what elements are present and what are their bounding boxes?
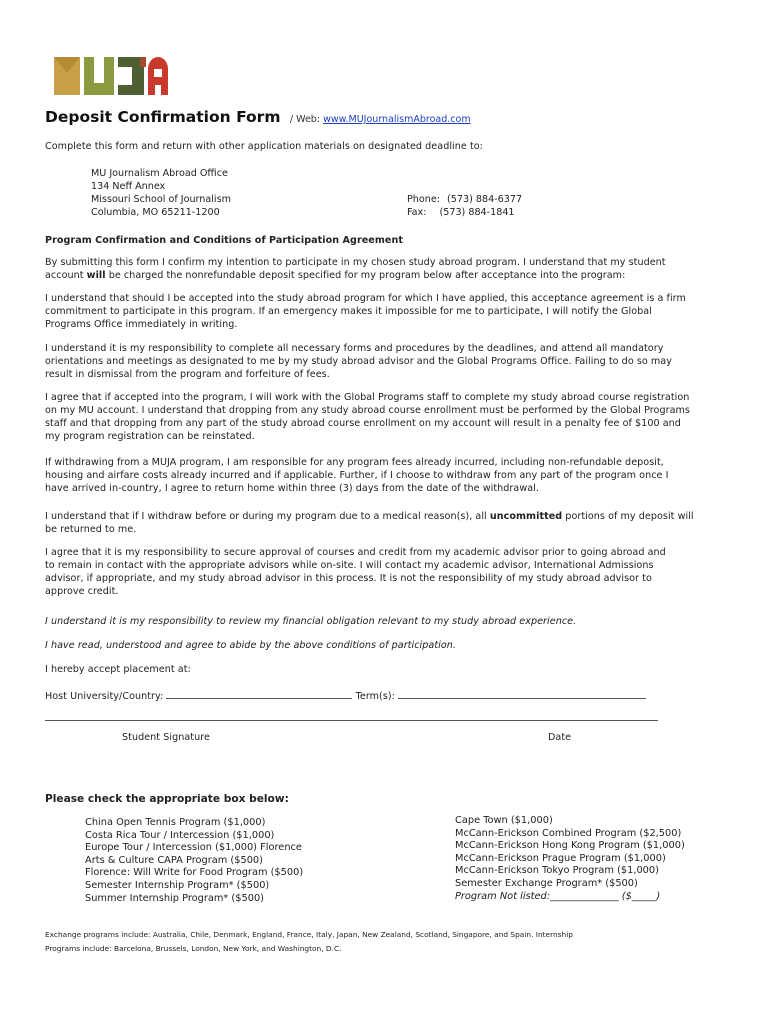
not-listed-label: Program Not listed: [455, 890, 551, 902]
student-signature-label: Student Signature [122, 732, 210, 743]
paragraph-line: advisor, if appropriate, and my study abroad advisor in this process. It is not the responsibility of my study abroad advisor to [45, 572, 652, 584]
agreement-paragraph-1 [45, 257, 666, 283]
program-option[interactable]: McCann-Erickson Hong Kong Program ($1,000) [455, 840, 685, 852]
program-option[interactable]: Semester Exchange Program* ($500) [455, 877, 638, 889]
paragraph-text: portions of my deposit will [562, 511, 694, 522]
term-field[interactable] [398, 689, 646, 699]
title-separator: / [289, 114, 294, 125]
financial-obligation-statement: I understand it is my responsibility to review my financial obligation relevant to my study abroad experience. [45, 616, 577, 627]
program-option[interactable]: Costa Rica Tour / Intercession ($1,000) [85, 829, 275, 841]
paragraph-text: I understand that if I withdraw before or during my program due to a medical reason(s), all [45, 511, 490, 522]
paragraph-line: commitment to participate in this program. If an emergency makes it impossible for me to participate, I will notify the Global [45, 305, 652, 317]
program-option[interactable]: Summer Internship Program* ($500) [85, 892, 265, 904]
logo-letter-u [84, 57, 114, 95]
program-option[interactable]: China Open Tennis Program ($1,000) [85, 817, 266, 828]
agreement-paragraph-6 [45, 511, 694, 537]
form-title-line [45, 108, 471, 126]
term-label: Term(s): [355, 691, 395, 702]
paragraph-line: staff and that dropping from any part of the study abroad course enrollment on my account will result in a penalty fee of $100 and [45, 417, 681, 429]
agreement-paragraph-2 [45, 293, 686, 332]
paragraph-line: to remain in contact with the appropriate advisors while on-site. I will contact my academic advisor, International Admissions [45, 559, 654, 571]
program-option[interactable]: McCann-Erickson Combined Program ($2,500) [455, 827, 682, 839]
paragraph-line: housing and airfare costs already incurred and if applicable. Further, if I choose to withdraw from any part of the program once I [45, 469, 669, 481]
agreement-paragraph-7 [45, 547, 666, 599]
agreement-heading: Program Confirmation and Conditions of Participation Agreement [45, 235, 403, 246]
office-address [91, 167, 231, 219]
paragraph-text: be charged the nonrefundable deposit specified for my program below after acceptance into the program: [105, 269, 626, 281]
paragraph-line: my program registration can be reinstated. [45, 430, 255, 442]
paragraph-line: I understand it is my responsibility to complete all necessary forms and procedures by the deadlines, and attend all mandatory [45, 343, 664, 354]
office-contact [407, 193, 522, 219]
program-option[interactable]: McCann-Erickson Tokyo Program ($1,000) [455, 865, 659, 877]
paragraph-line: be returned to me. [45, 523, 137, 535]
page-title: Deposit Confirmation Form [45, 108, 281, 126]
phone-label: Phone: [407, 194, 440, 205]
not-listed-amount-field[interactable]: ($_____) [621, 890, 661, 902]
programs-left-list [85, 817, 303, 905]
program-option[interactable]: Florence: Will Write for Food Program ($500) [85, 867, 304, 879]
date-label: Date [548, 732, 572, 743]
accept-placement-text: I hereby accept placement at: [45, 664, 191, 675]
host-university-field[interactable] [166, 689, 352, 699]
website-link[interactable]: www.MUJournalismAbroad.com [323, 114, 471, 125]
address-line: Columbia, MO 65211-1200 [91, 207, 220, 218]
phone-number: (573) 884-6377 [447, 194, 523, 205]
programs-heading: Please check the appropriate box below: [45, 793, 289, 805]
fax-label: Fax: [407, 207, 427, 218]
program-option[interactable]: Arts & Culture CAPA Program ($500) [85, 854, 263, 866]
agreement-paragraph-4 [45, 392, 690, 444]
address-line: 134 Neff Annex [91, 181, 166, 192]
intro-text: Complete this form and return with other application materials on designated deadline to: [45, 141, 483, 152]
programs-right-list [455, 815, 685, 903]
paragraph-line: on my MU account. I understand that dropping from any study abroad course enrollment must be performed by the Global Programs [45, 404, 690, 416]
web-label: Web: [296, 114, 321, 125]
program-not-listed-option[interactable] [455, 891, 685, 904]
paragraph-line: By submitting this form I confirm my intention to participate in my chosen study abroad program. I understand that my student [45, 257, 666, 268]
agreement-paragraph-5 [45, 457, 668, 496]
web-label-group [290, 114, 471, 125]
paragraph-line: I agree that if accepted into the program, I will work with the Global Programs staff to complete my study abroad course registration [45, 392, 690, 403]
emphasis-will: will [86, 269, 106, 281]
muja-logo [54, 53, 168, 97]
paragraph-line: If withdrawing from a MUJA program, I am responsible for any program fees already incurred, including non-refundable deposit, [45, 457, 664, 468]
program-option[interactable]: McCann-Erickson Prague Program ($1,000) [455, 852, 666, 864]
paragraph-line: approve credit. [45, 585, 119, 597]
paragraph-line: Programs Office immediately in writing. [45, 318, 238, 330]
not-listed-name-field[interactable]: ______________ [550, 890, 619, 902]
signature-date-line[interactable] [45, 720, 658, 721]
paragraph-line: have arrived in-country, I agree to return home within three (3) days from the date of the withdrawal. [45, 482, 539, 494]
paragraph-text: account [45, 269, 87, 281]
paragraph-line: orientations and meetings as designated to me by my study abroad advisor and the Global Programs Office. Failing to do so may [45, 355, 672, 367]
agreement-statement: I have read, understood and agree to abide by the above conditions of participation. [45, 640, 456, 651]
host-term-row [45, 689, 646, 704]
agreement-paragraph-3 [45, 343, 672, 382]
footnote-line: Programs include: Barcelona, Brussels, London, New York, and Washington, D.C. [45, 944, 342, 953]
fax-number: (573) 884-1841 [439, 207, 515, 218]
address-line: MU Journalism Abroad Office [91, 168, 228, 179]
program-option[interactable]: Semester Internship Program* ($500) [85, 879, 270, 891]
host-university-label: Host University/Country: [45, 691, 164, 702]
footnote-line: Exchange programs include: Australia, Chile, Denmark, England, France, Italy, Japan, New Zealand, Scotland, Singapore, and Spain. Internship [45, 930, 573, 939]
paragraph-line: I agree that it is my responsibility to secure approval of courses and credit from my academic advisor prior to going abroad and [45, 547, 666, 558]
address-line: Missouri School of Journalism [91, 194, 231, 205]
paragraph-line: I understand that should I be accepted into the study abroad program for which I have applied, this acceptance agreement is a firm [45, 293, 686, 304]
emphasis-uncommitted: uncommitted [489, 511, 563, 522]
program-option[interactable]: Europe Tour / Intercession ($1,000) Florence [85, 842, 302, 854]
footnote [45, 928, 573, 956]
paragraph-line: result in dismissal from the program and forfeiture of fees. [45, 368, 330, 380]
program-option[interactable]: Cape Town ($1,000) [455, 815, 553, 826]
